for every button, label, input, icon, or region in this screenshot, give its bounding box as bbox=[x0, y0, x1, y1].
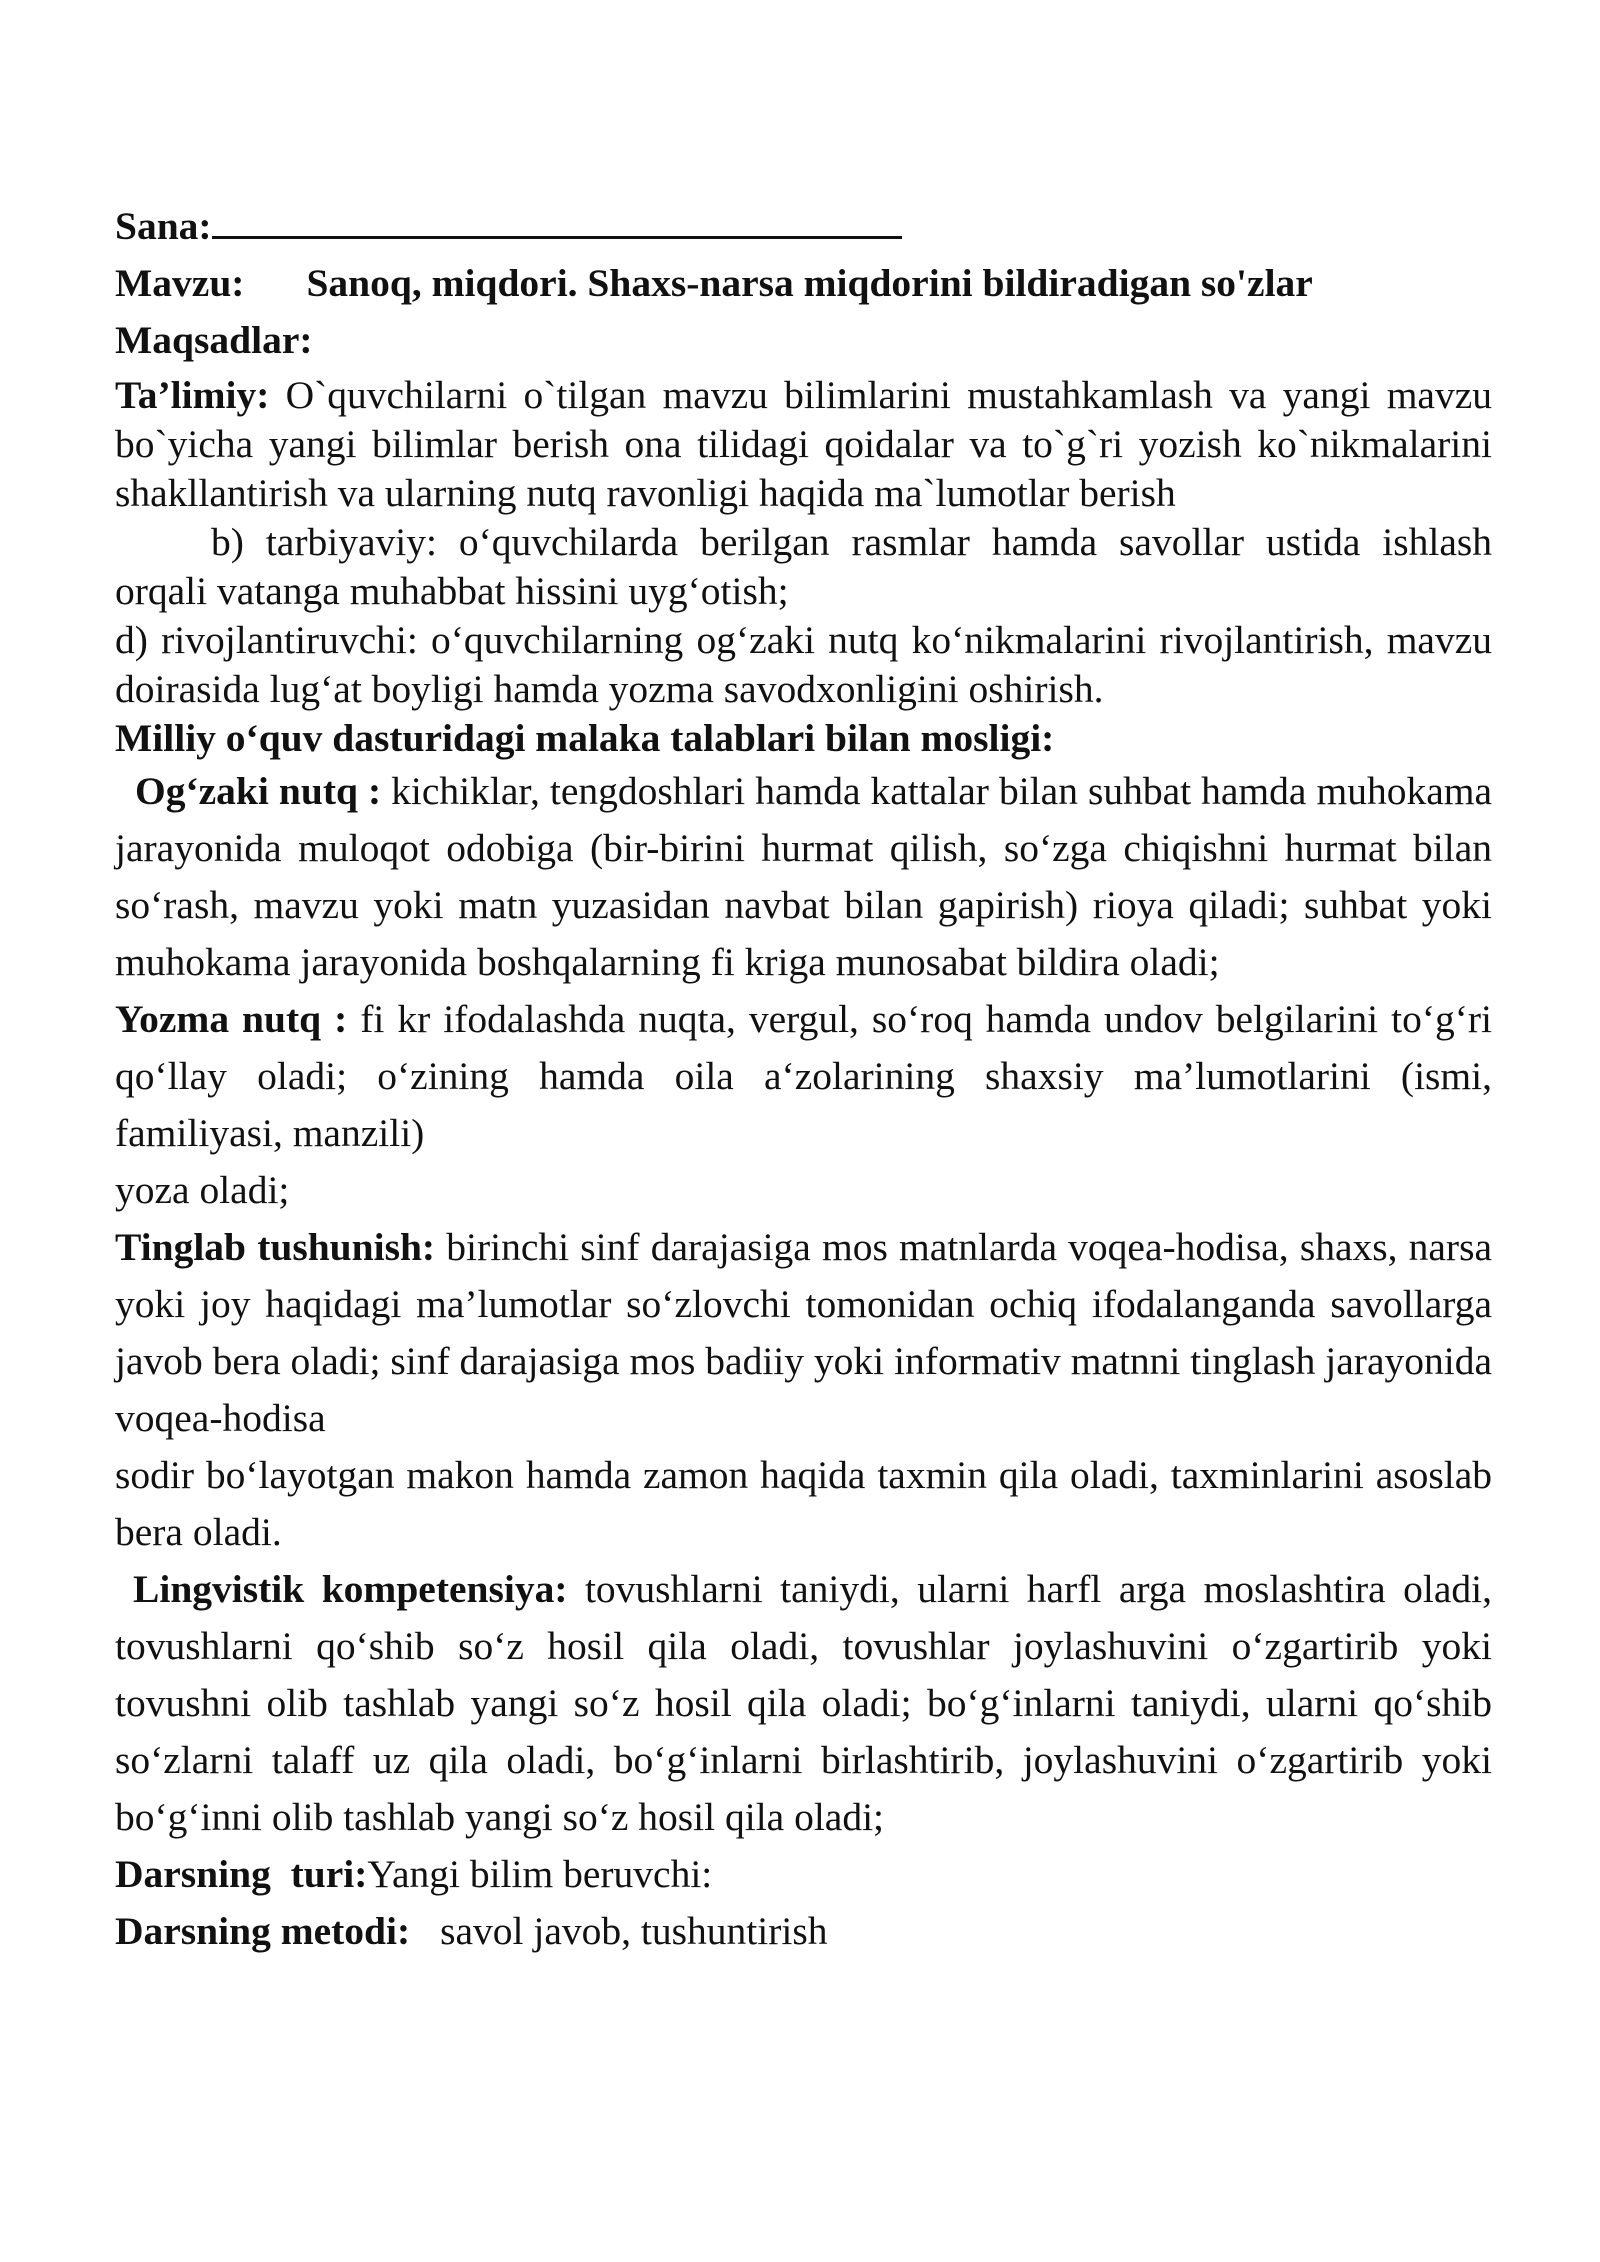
lingvistik-paragraph bbox=[115, 1561, 1492, 1846]
yozma-tail-text: yoza oladi; bbox=[115, 1168, 290, 1212]
talimiy-paragraph bbox=[115, 371, 1492, 518]
ogzaki-label: Og‘zaki nutq : bbox=[135, 769, 382, 813]
tinglab-paragraph bbox=[115, 1219, 1492, 1447]
mavzu-line bbox=[115, 259, 1492, 308]
yozma-text: fi kr ifodalashda nuqta, vergul, so‘roq hamda undov belgilarini to‘g‘ri qo‘llay oladi; o‘zining hamda oila a‘zolarining shaxsiy ma’lumotlarini (ismi, familiyasi, manzili) bbox=[115, 997, 1492, 1155]
mavzu-label: Mavzu: bbox=[115, 261, 245, 305]
tarbiyaviy-paragraph bbox=[115, 518, 1492, 616]
tinglab-label: Tinglab tushunish: bbox=[115, 1225, 436, 1269]
sana-blank-line bbox=[212, 200, 902, 239]
sana-label: Sana: bbox=[115, 204, 212, 248]
tinglab-text: birinchi sinf darajasiga mos matnlarda voqea-hodisa, shaxs, narsa yoki joy haqidagi ma’lumotlar so‘zlovchi tomonidan ochiq ifodalanganda savollarga javob bera oladi; sinf darajasiga mos badiiy yoki informativ matnni tinglash jarayonida voqea-hodisa bbox=[115, 1225, 1492, 1440]
sana-line bbox=[115, 200, 1492, 251]
yozma-label: Yozma nutq : bbox=[115, 997, 348, 1041]
rivojlantiruvchi-text: d) rivojlantiruvchi: o‘quvchilarning og‘zaki nutq ko‘nikmalarini rivojlantirish, mavzu doirasida lug‘at boyligi hamda yozma savodxonligini oshirish. bbox=[115, 618, 1492, 711]
lingvistik-text: tovushlarni taniydi, ularni harfl arga moslashtira oladi, tovushlarni qo‘shib so‘z hosil qila oladi, tovushlar joylashuvini o‘zgartirib yoki tovushni olib tashlab yangi so‘z hosil qila oladi; bo‘g‘inlarni taniydi, ularni qo‘shib so‘zlarni talaff uz qila oladi, bo‘g‘inlarni birlashtirib, joylashuvini o‘zgartirib yoki bo‘g‘inni olib tashlab yangi so‘z hosil qila oladi; bbox=[115, 1567, 1492, 1839]
yozma-paragraph bbox=[115, 991, 1492, 1162]
talimiy-label: Ta’limiy: bbox=[115, 373, 270, 417]
maqsadlar-heading bbox=[115, 316, 1492, 365]
milliy-heading bbox=[115, 714, 1492, 763]
tinglab-tail bbox=[115, 1447, 1492, 1561]
darsning-metodi-label: Darsning metodi: bbox=[115, 1909, 411, 1953]
darsning-metodi-value: savol javob, tushuntirish bbox=[440, 1909, 828, 1953]
tinglab-tail-text: sodir bo‘layotgan makon hamda zamon haqida taxmin qila oladi, taxminlarini asoslab bera oladi. bbox=[115, 1453, 1492, 1554]
maqsadlar-label: Maqsadlar: bbox=[115, 318, 313, 362]
tarbiyaviy-text: b) tarbiyaviy: o‘quvchilarda berilgan rasmlar hamda savollar ustida ishlash orqali vatanga muhabbat hissini uyg‘otish; bbox=[115, 520, 1492, 613]
lesson-plan bbox=[115, 200, 1492, 1960]
darsning-metodi-line bbox=[115, 1903, 1492, 1960]
mavzu-value: Sanoq, miqdori. Shaxs-narsa miqdorini bildiradigan so'zlar bbox=[306, 261, 1313, 305]
talimiy-text: O`quvchilarni o`tilgan mavzu bilimlarini mustahkamlash va yangi mavzu bo`yicha yangi bilimlar berish ona tilidagi qoidalar va to`g`ri yozish ko`nikmalarini shakllantirish va ularning nutq ravonligi haqida ma`lumotlar berish bbox=[115, 373, 1492, 515]
darsning-turi-line bbox=[115, 1846, 1492, 1903]
darsning-turi-label: Darsning turi: bbox=[115, 1852, 368, 1896]
rivojlantiruvchi-paragraph bbox=[115, 616, 1492, 714]
ogzaki-text: kichiklar, tengdoshlari hamda kattalar bilan suhbat hamda muhokama jarayonida muloqot odobiga (bir-birini hurmat qilish, so‘zga chiqishni hurmat bilan so‘rash, mavzu yoki matn yuzasidan navbat bilan gapirish) rioya qiladi; suhbat yoki muhokama jarayonida boshqalarning fi kriga munosabat bildira oladi; bbox=[115, 769, 1492, 984]
yozma-tail bbox=[115, 1162, 1492, 1219]
ogzaki-paragraph bbox=[115, 763, 1492, 991]
milliy-heading-text: Milliy o‘quv dasturidagi malaka talablari bilan mosligi: bbox=[115, 716, 1055, 760]
lingvistik-label: Lingvistik kompetensiya: bbox=[133, 1567, 568, 1611]
darsning-turi-value: Yangi bilim beruvchi: bbox=[367, 1852, 713, 1896]
